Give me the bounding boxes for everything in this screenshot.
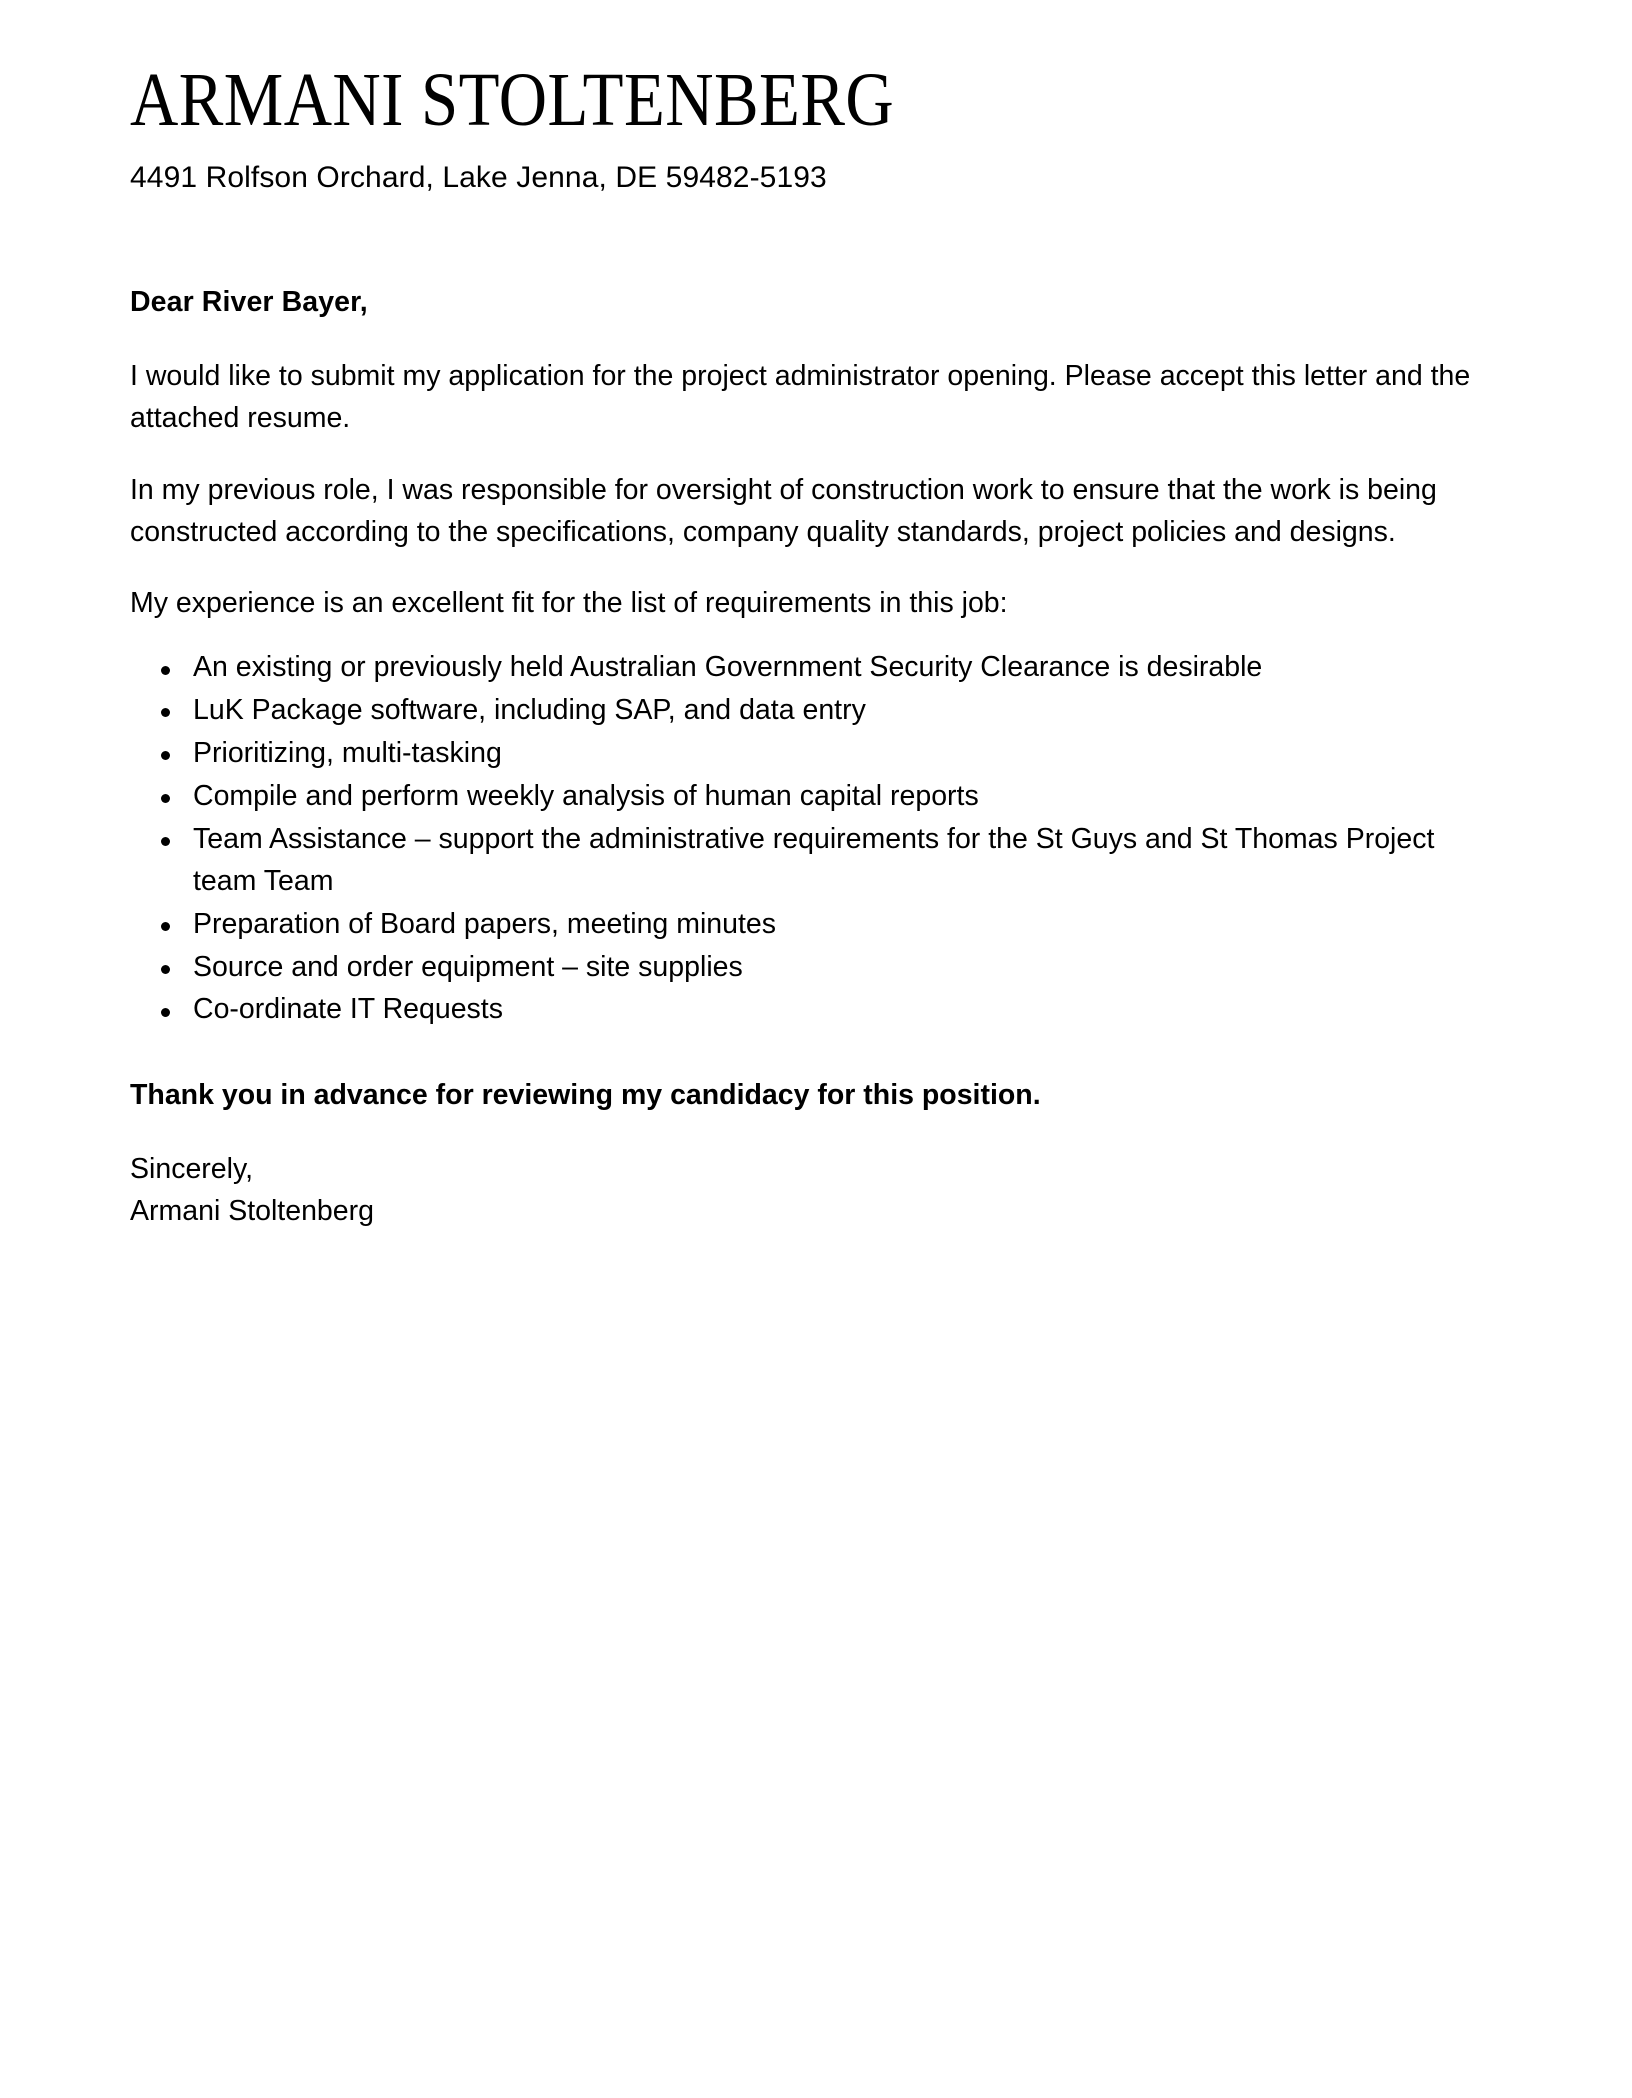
list-item: [158, 989, 1468, 1031]
bullet-icon: [161, 922, 170, 931]
letterhead: [130, 58, 1492, 198]
paragraph-requirements-lead: My experience is an excellent fit for the list of requirements in this job:: [130, 587, 1008, 620]
list-item: [158, 647, 1468, 689]
bullet-icon: [161, 708, 170, 717]
list-item: [158, 947, 1468, 989]
page-title: ARMANI STOLTENBERG: [130, 58, 895, 142]
list-item-label: LuK Package software, including SAP, and data entry: [193, 694, 866, 727]
signature-name: Armani Stoltenberg: [130, 1195, 374, 1228]
list-item: [158, 733, 1468, 775]
signature-block: [130, 1149, 1492, 1233]
salutation: Dear River Bayer,: [130, 286, 368, 319]
requirements-list: [130, 647, 1468, 1031]
list-item-label: Source and order equipment – site supplies: [193, 950, 743, 983]
bullet-icon: [161, 837, 170, 846]
list-item-label: Preparation of Board papers, meeting minutes: [193, 907, 776, 940]
list-item-label: An existing or previously held Australian Government Security Clearance is desirable: [193, 651, 1263, 684]
bullet-icon: [161, 794, 170, 803]
list-item: [158, 690, 1468, 732]
list-item: [158, 904, 1468, 946]
list-item-label: Compile and perform weekly analysis of human capital reports: [193, 780, 979, 813]
bullet-icon: [161, 1008, 170, 1017]
address-line: 4491 Rolfson Orchard, Lake Jenna, DE 59482-5193: [130, 160, 827, 194]
thank-you-line: Thank you in advance for reviewing my candidacy for this position.: [130, 1079, 1041, 1112]
list-item-label: Prioritizing, multi-tasking: [193, 737, 502, 770]
sign-off-label: Sincerely,: [130, 1153, 254, 1186]
paragraph-intro: I would like to submit my application for the project administrator opening. Please accept this letter and the attached resume.: [130, 359, 1471, 434]
paragraph-experience: In my previous role, I was responsible for oversight of construction work to ensure that the work is being constructed according to the specifications, company quality standards, project policies and designs.: [130, 473, 1437, 548]
bullet-icon: [161, 666, 170, 675]
list-item: [158, 776, 1468, 818]
list-item: [158, 819, 1468, 903]
list-item-label: Team Assistance – support the administrative requirements for the St Guys and St Thomas Project team Team: [193, 822, 1435, 897]
letter-body: [130, 282, 1492, 1233]
bullet-icon: [161, 751, 170, 760]
letter-content: [130, 0, 1492, 1233]
bullet-icon: [161, 965, 170, 974]
list-item-label: Co-ordinate IT Requests: [193, 993, 503, 1026]
